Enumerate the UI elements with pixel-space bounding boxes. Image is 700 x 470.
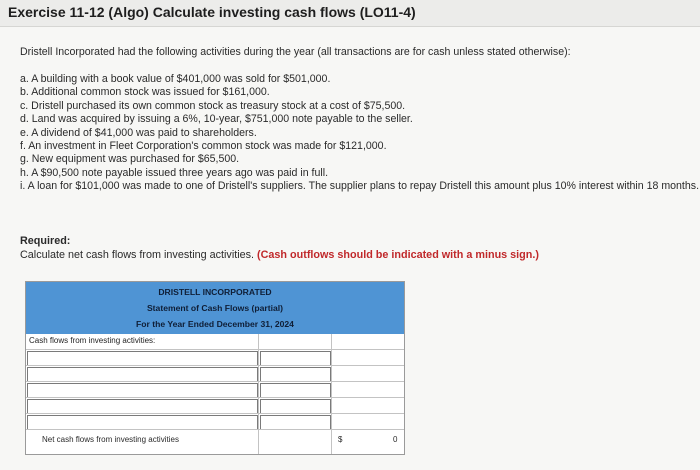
description-input[interactable] bbox=[27, 351, 258, 366]
table-row bbox=[26, 397, 404, 413]
description-input[interactable] bbox=[27, 383, 258, 398]
cash-flow-worksheet bbox=[25, 281, 405, 455]
amount-input[interactable] bbox=[260, 383, 331, 398]
activity-item-b: b. Additional common stock was issued for $161,000. bbox=[20, 86, 270, 99]
exercise-header bbox=[0, 0, 700, 27]
company-name: DRISTELL INCORPORATED bbox=[158, 287, 272, 297]
exercise-title: Exercise 11-12 (Algo) Calculate investing cash flows (LO11-4) bbox=[8, 4, 416, 20]
description-input[interactable] bbox=[27, 415, 258, 430]
net-cash-flows-label: Net cash flows from investing activities bbox=[42, 435, 179, 444]
net-cash-flows-value: 0 bbox=[393, 435, 398, 444]
activity-item-h: h. A $90,500 note payable issued three years ago was paid in full. bbox=[20, 166, 329, 179]
activity-item-f: f. An investment in Fleet Corporation's common stock was made for $121,000. bbox=[20, 140, 387, 153]
activity-list bbox=[20, 73, 700, 194]
worksheet-header bbox=[26, 282, 404, 334]
activity-item-i: i. A loan for $101,000 was made to one of Dristell's suppliers. The supplier plans to repay Dristell this amount plus 10% interest within 18 months. bbox=[20, 180, 700, 193]
table-row bbox=[26, 413, 404, 429]
statement-name: Statement of Cash Flows (partial) bbox=[146, 303, 284, 313]
amount-input[interactable] bbox=[260, 415, 331, 430]
activity-item-e: e. A dividend of $41,000 was paid to shareholders. bbox=[20, 126, 257, 139]
instruction-text bbox=[20, 249, 539, 261]
amount-input[interactable] bbox=[260, 399, 331, 414]
table-row bbox=[26, 381, 404, 397]
amount-input[interactable] bbox=[260, 351, 331, 366]
section-label: Cash flows from investing activities: bbox=[29, 336, 156, 345]
description-input[interactable] bbox=[27, 399, 258, 414]
description-input[interactable] bbox=[27, 367, 258, 382]
activity-item-d: d. Land was acquired by issuing a 6%, 10-year, $751,000 note payable to the seller. bbox=[20, 113, 413, 126]
statement-period: For the Year Ended December 31, 2024 bbox=[136, 319, 294, 329]
table-row bbox=[26, 349, 404, 365]
instruction-main: Calculate net cash flows from investing activities. bbox=[20, 249, 255, 261]
activity-item-a: a. A building with a book value of $401,000 was sold for $501,000. bbox=[20, 73, 331, 85]
problem-intro: Dristell Incorporated had the following activities during the year (all transactions are for cash unless stated otherwise): bbox=[20, 46, 571, 58]
currency-symbol: $ bbox=[338, 435, 343, 444]
amount-input[interactable] bbox=[260, 367, 331, 382]
activity-item-c: c. Dristell purchased its own common stock as treasury stock at a cost of $75,500. bbox=[20, 99, 406, 112]
required-label: Required: bbox=[20, 235, 71, 247]
activity-item-g: g. New equipment was purchased for $65,500. bbox=[20, 153, 240, 166]
instruction-note: (Cash outflows should be indicated with a minus sign.) bbox=[257, 249, 539, 261]
table-row bbox=[26, 365, 404, 381]
